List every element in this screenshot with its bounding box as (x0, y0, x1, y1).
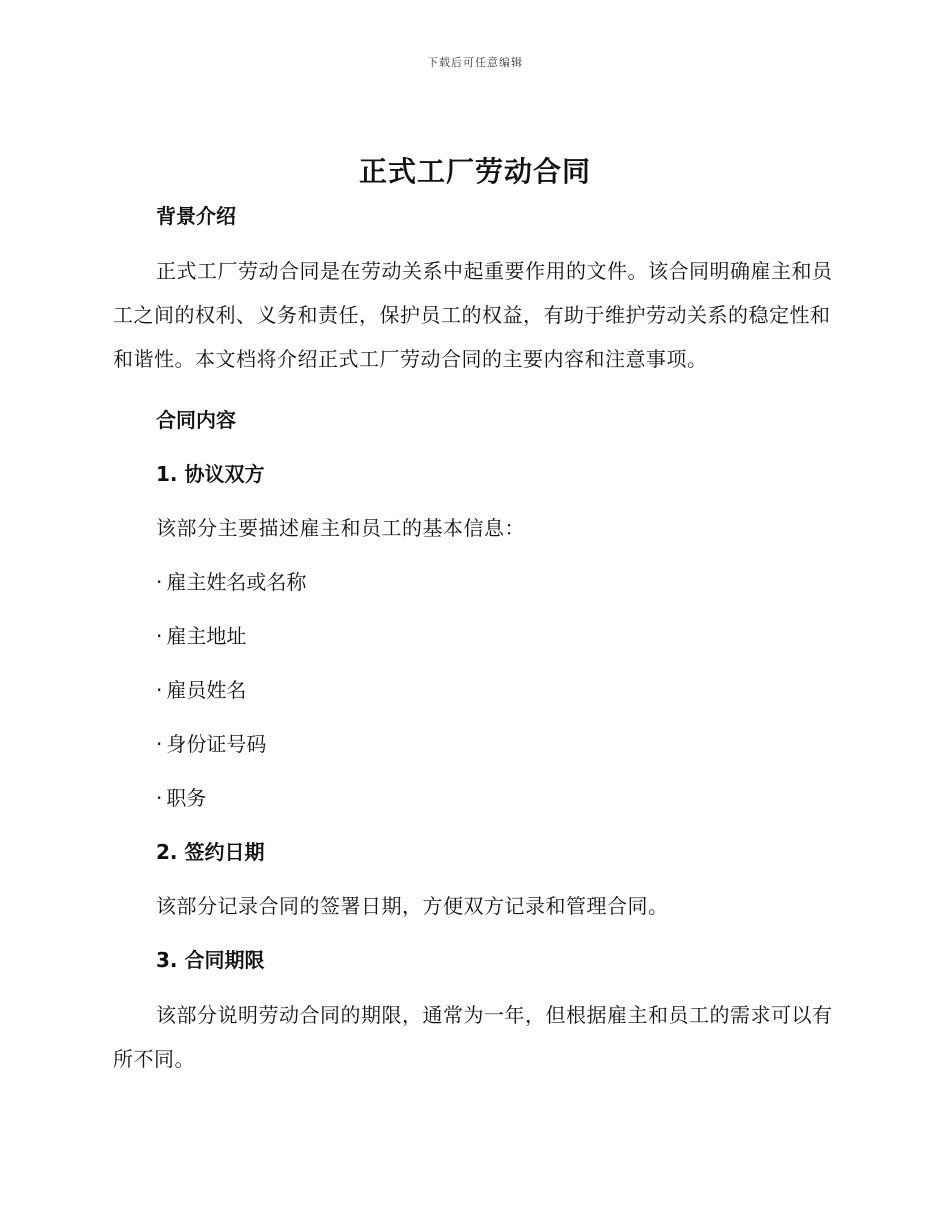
bullet-icon: · (156, 570, 163, 594)
bullet-icon: · (156, 786, 163, 810)
section-heading-background: 背景介绍 (156, 204, 236, 228)
parties-intro: 该部分主要描述雇主和员工的基本信息： (156, 516, 525, 540)
list-item: · 身份证号码 (113, 728, 835, 760)
section-heading-term: 3. 合同期限 (156, 948, 265, 972)
background-paragraph: 正式工厂劳动合同是在劳动关系中起重要作用的文件。该合同明确雇主和员工之间的权利、义务和责任，保护员工的权益，有助于维护劳动关系的稳定性和和谐性。本文档将介绍正式工厂劳动合同的主要内容和注意事项。 (113, 259, 833, 371)
bullet-icon: · (156, 732, 163, 756)
bullet-icon: · (156, 624, 163, 648)
term-paragraph: 该部分说明劳动合同的期限，通常为一年，但根据雇主和员工的需求可以有所不同。 (113, 1003, 833, 1071)
signing-date-paragraph: 该部分记录合同的签署日期，方便双方记录和管理合同。 (156, 894, 669, 918)
list-item: · 职务 (113, 782, 835, 814)
header-note: 下载后可任意编辑 (427, 56, 523, 69)
document-body (113, 196, 835, 1081)
bullet-icon: · (156, 678, 163, 702)
list-item: · 雇主地址 (113, 620, 835, 652)
section-heading-contract-content: 合同内容 (156, 408, 236, 432)
list-item: · 雇员姓名 (113, 674, 835, 706)
document-title: 正式工厂劳动合同 (358, 155, 591, 188)
list-item: · 雇主姓名或名称 (113, 566, 835, 598)
section-heading-parties: 1. 协议双方 (156, 462, 265, 486)
section-heading-signing-date: 2. 签约日期 (156, 840, 265, 864)
